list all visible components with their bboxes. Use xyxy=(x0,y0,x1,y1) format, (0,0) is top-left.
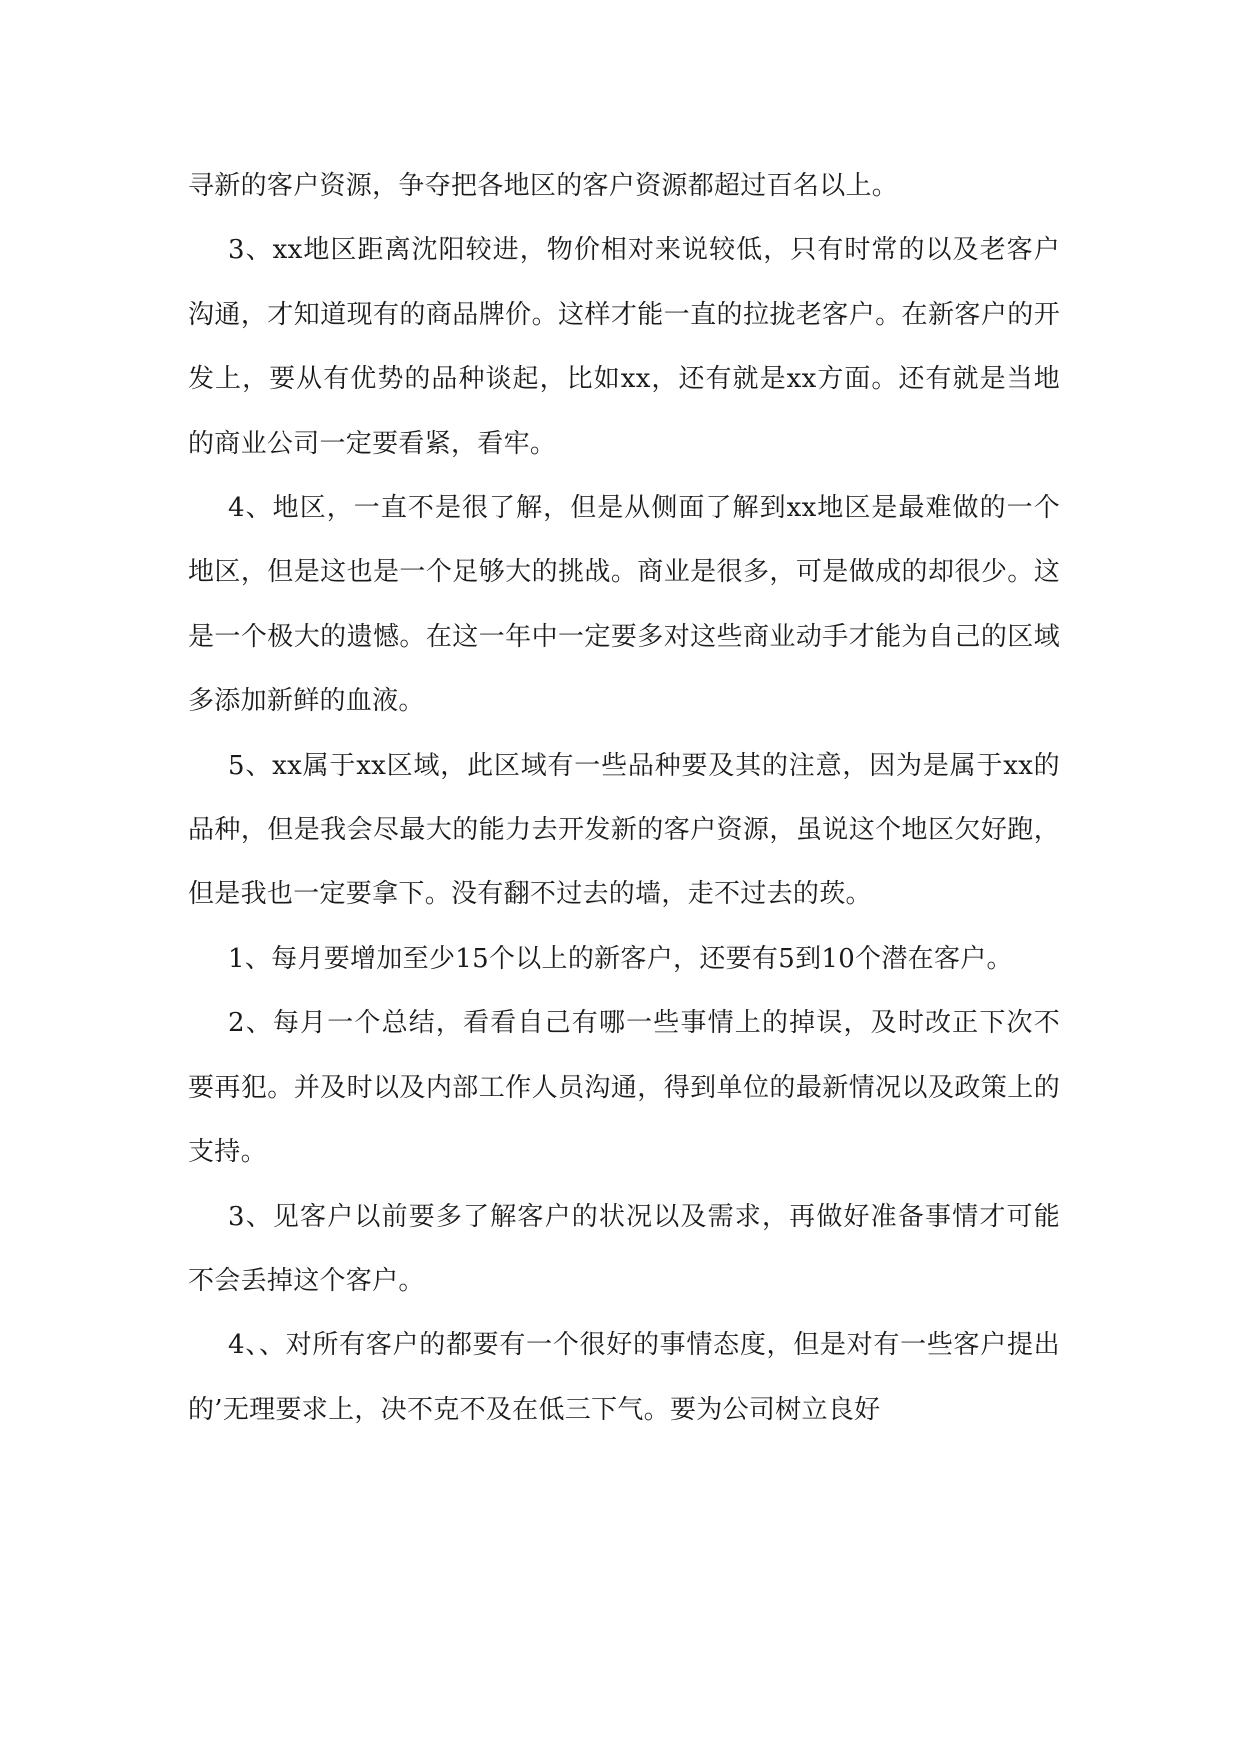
paragraph-plan-2: 2、每月一个总结，看看自己有哪一些事情上的掉误，及时改正下次不要再犯。并及时以及内部工作人员沟通，得到单位的最新情况以及政策上的支持。 xyxy=(188,1008,1060,1168)
paragraph-continuation: 寻新的客户资源，争夺把各地区的客户资源都超过百名以上。 xyxy=(188,171,899,201)
paragraph-plan-4: 4、、对所有客户的都要有一个很好的事情态度，但是对有一些客户提出的’无理要求上，决不克不及在低三下气。要为公司树立良好 xyxy=(188,1330,1060,1425)
paragraph-plan-1: 1、每月要增加至少15个以上的新客户，还要有5到10个潜在客户。 xyxy=(228,943,1013,974)
paragraph-plan-3: 3、见客户以前要多了解客户的状况以及需求，再做好准备事情才可能不会丢掉这个客户。 xyxy=(188,1201,1060,1296)
document-body xyxy=(188,154,1060,1442)
paragraph-item-3-region: 3、xx地区距离沈阳较进，物价相对来说较低，只有时常的以及老客户沟通，才知道现有的商品牌价。这样才能一直的拉拢老客户。在新客户的开发上，要从有优势的品种谈起，比如xx，还有就是xx方面。还有就是当地的商业公司一定要看紧，看牢。 xyxy=(188,235,1060,459)
paragraph-item-5-region: 5、xx属于xx区域，此区域有一些品种要及其的注意，因为是属于xx的品种，但是我会尽最大的能力去开发新的客户资源，虽说这个地区欠好跑，但是我也一定要拿下。没有翻不过去的墙，走不过去的莰。 xyxy=(188,750,1060,910)
paragraph-item-4-region: 4、地区，一直不是很了解，但是从侧面了解到xx地区是最难做的一个地区，但是这也是一个足够大的挑战。商业是很多，可是做成的却很少。这是一个极大的遗憾。在这一年中一定要多对这些商业动手才能为自己的区域多添加新鲜的血液。 xyxy=(188,493,1060,717)
